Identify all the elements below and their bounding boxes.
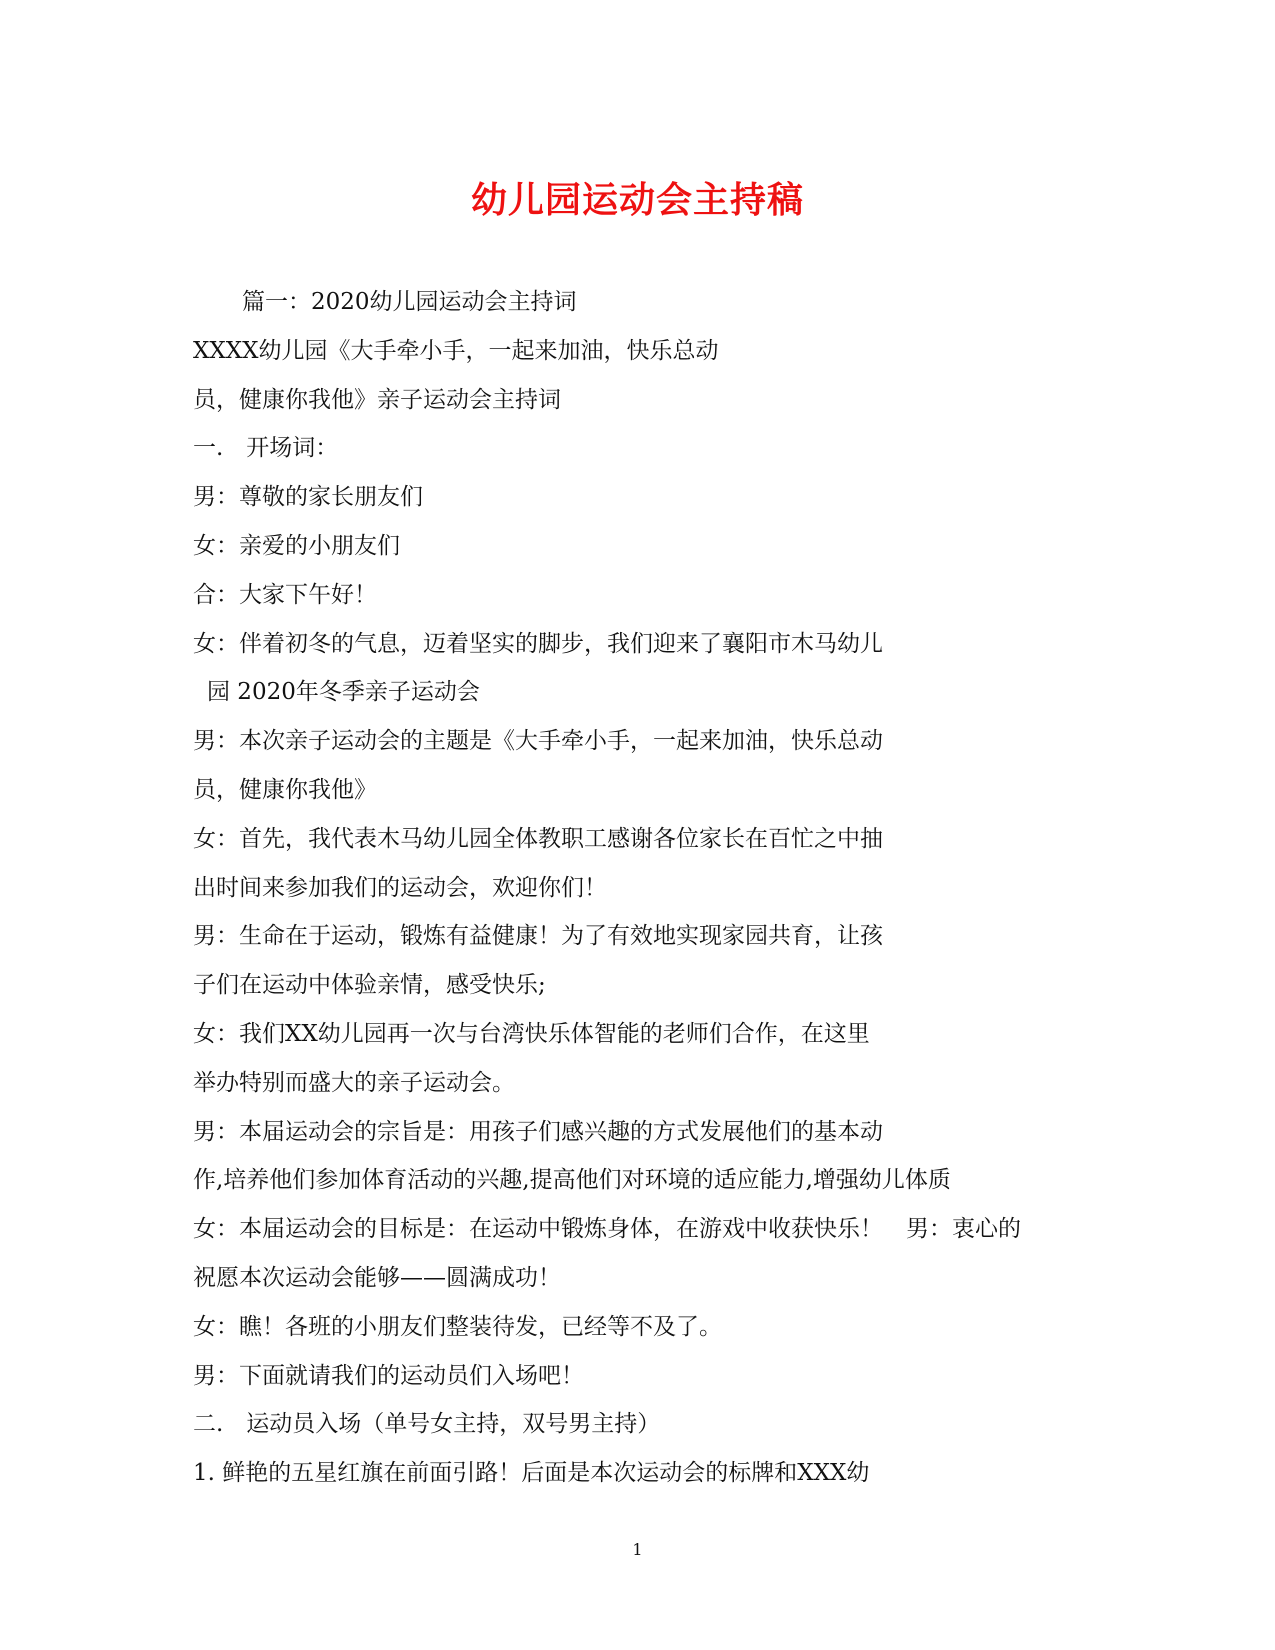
text-line: 出时间来参加我们的运动会，欢迎你们！	[193, 874, 607, 901]
text-line: 男：本次亲子运动会的主题是《大手牵小手，一起来加油，快乐总动	[193, 728, 883, 755]
text-line: 男：下面就请我们的运动员们入场吧！	[193, 1362, 584, 1389]
text-line: 篇一：2020幼儿园运动会主持词	[242, 289, 577, 315]
text-line: 合：大家下午好！	[193, 581, 377, 608]
text-line: 园 2020年冬季亲子运动会	[207, 679, 480, 706]
text-line: 男：本届运动会的宗旨是：用孩子们感兴趣的方式发展他们的基本动	[193, 1118, 883, 1145]
text-line: 祝愿本次运动会能够——圆满成功！	[193, 1264, 561, 1291]
text-line: 女：瞧！各班的小朋友们整装待发，已经等不及了。	[193, 1313, 722, 1340]
text-line: 女：亲爱的小朋友们	[193, 532, 400, 559]
section-heading: 二. 运动员入场（单号女主持，双号男主持）	[193, 1411, 661, 1438]
document-body	[193, 278, 1093, 1498]
page-number: 1	[632, 1540, 643, 1559]
section-heading: 一. 开场词：	[193, 435, 339, 462]
text-line: 子们在运动中体验亲情，感受快乐;	[193, 972, 546, 999]
text-line: 女：我们XX幼儿园再一次与台湾快乐体智能的老师们合作，在这里	[193, 1020, 870, 1047]
text-line: 举办特别而盛大的亲子运动会。	[193, 1069, 515, 1096]
text-line: XXXX幼儿园《大手牵小手，一起来加油，快乐总动	[193, 337, 719, 364]
text-line: 女：伴着初冬的气息，迈着坚实的脚步，我们迎来了襄阳市木马幼儿	[193, 630, 883, 657]
text-line: 女：本届运动会的目标是：在运动中锻炼身体，在游戏中收获快乐！ 男：衷心的	[193, 1216, 1021, 1243]
list-item: 1. 鲜艳的五星红旗在前面引路！后面是本次运动会的标牌和XXX幼	[193, 1460, 870, 1487]
text-line: 女：首先，我代表木马幼儿园全体教职工感谢各位家长在百忙之中抽	[193, 825, 883, 852]
text-line: 员，健康你我他》亲子运动会主持词	[193, 386, 561, 413]
document-title: 幼儿园运动会主持稿	[470, 179, 804, 221]
text-line: 男：生命在于运动，锻炼有益健康！为了有效地实现家园共育，让孩	[193, 923, 883, 950]
text-line: 男：尊敬的家长朋友们	[193, 484, 423, 511]
text-line: 员，健康你我他》	[193, 776, 377, 803]
text-line: 作,培养他们参加体育活动的兴趣,提高他们对环境的适应能力,增强幼儿体质	[193, 1167, 951, 1194]
